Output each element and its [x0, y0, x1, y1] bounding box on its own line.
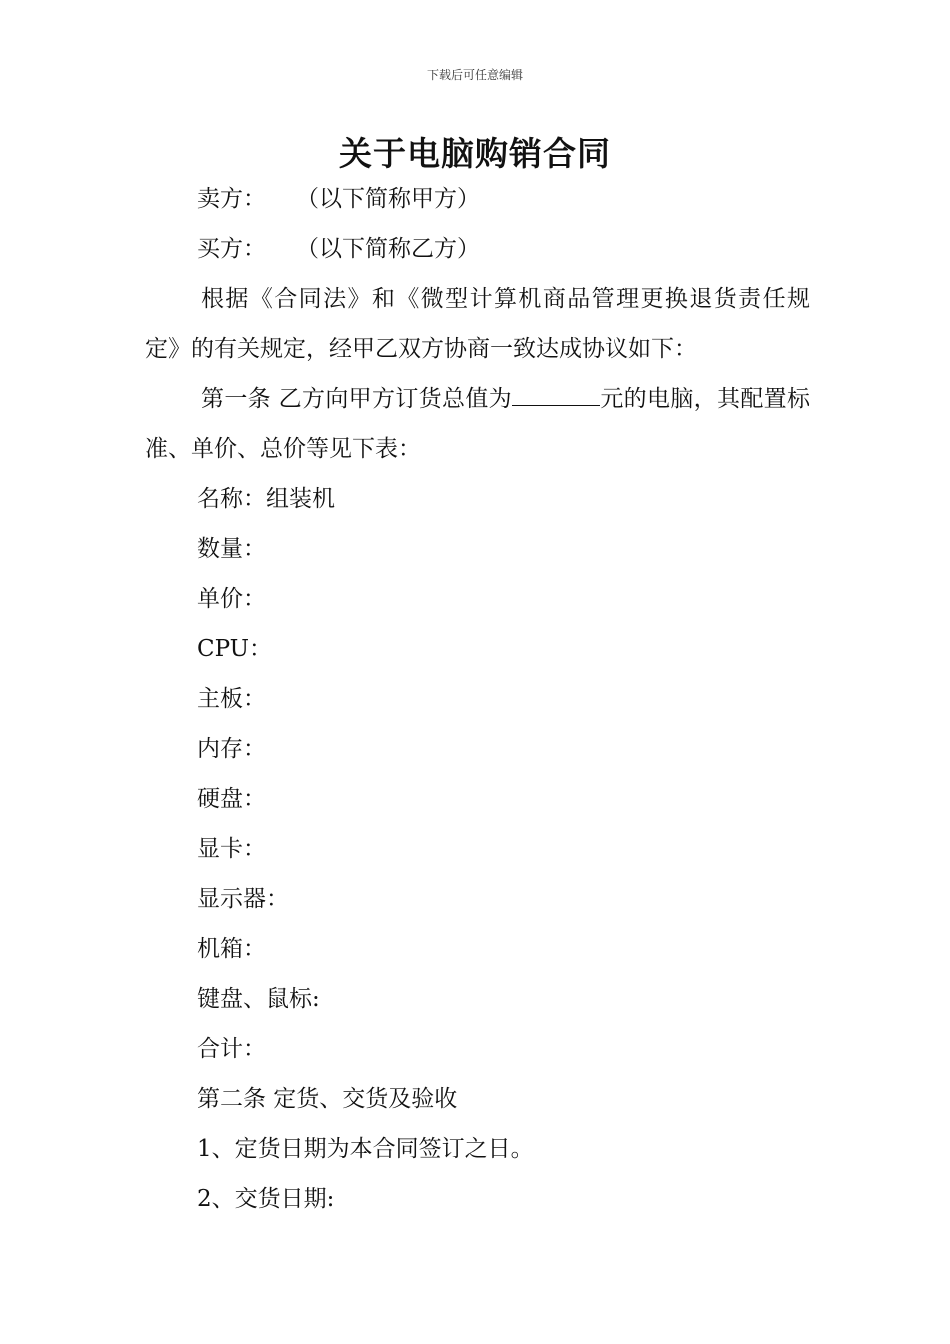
spec-hard-disk: 硬盘： [197, 786, 266, 812]
seller-note: （以下简称甲方） [296, 186, 480, 212]
buyer-label: 买方： [197, 236, 266, 262]
spec-memory: 内存： [197, 736, 266, 762]
spec-motherboard: 主板： [197, 686, 266, 712]
intro-paragraph: 根据《合同法》和《微型计算机商品管理更换退货责任规定》的有关规定，经甲乙双方协商一致达成协议如下： [145, 286, 810, 362]
document-title: 关于电脑购销合同 [339, 134, 611, 173]
spec-monitor: 显示器： [197, 886, 289, 912]
buyer-line [145, 224, 810, 274]
spec-cpu: CPU： [197, 636, 273, 662]
spec-keyboard-mouse: 键盘、鼠标: [197, 986, 320, 1012]
spec-case: 机箱： [197, 936, 266, 962]
spec-total: 合计： [197, 1036, 266, 1062]
contract-body [145, 174, 810, 1224]
spec-quantity: 数量： [197, 536, 266, 562]
article-1-text-end: 元的电脑，其配置标准、单价、总价等见下表： [145, 386, 811, 462]
spec-graphics-card: 显卡： [197, 836, 266, 862]
article-1-text-start: 第一条 乙方向甲方订货总值为 [201, 386, 512, 412]
article-2-heading: 第二条 定货、交货及验收 [197, 1086, 458, 1112]
spec-unit-price: 单价： [197, 586, 266, 612]
header-note: 下载后可任意编辑 [426, 68, 523, 82]
article-1-paragraph [145, 374, 810, 474]
seller-label: 卖方： [197, 186, 266, 212]
article-2-item: 2、交货日期: [197, 1186, 335, 1212]
buyer-note: （以下简称乙方） [296, 236, 480, 262]
seller-line [145, 174, 810, 224]
article-2-item: 1、定货日期为本合同签订之日。 [197, 1136, 534, 1162]
spec-name: 名称：组装机 [197, 486, 335, 512]
total-value-blank [512, 383, 600, 406]
